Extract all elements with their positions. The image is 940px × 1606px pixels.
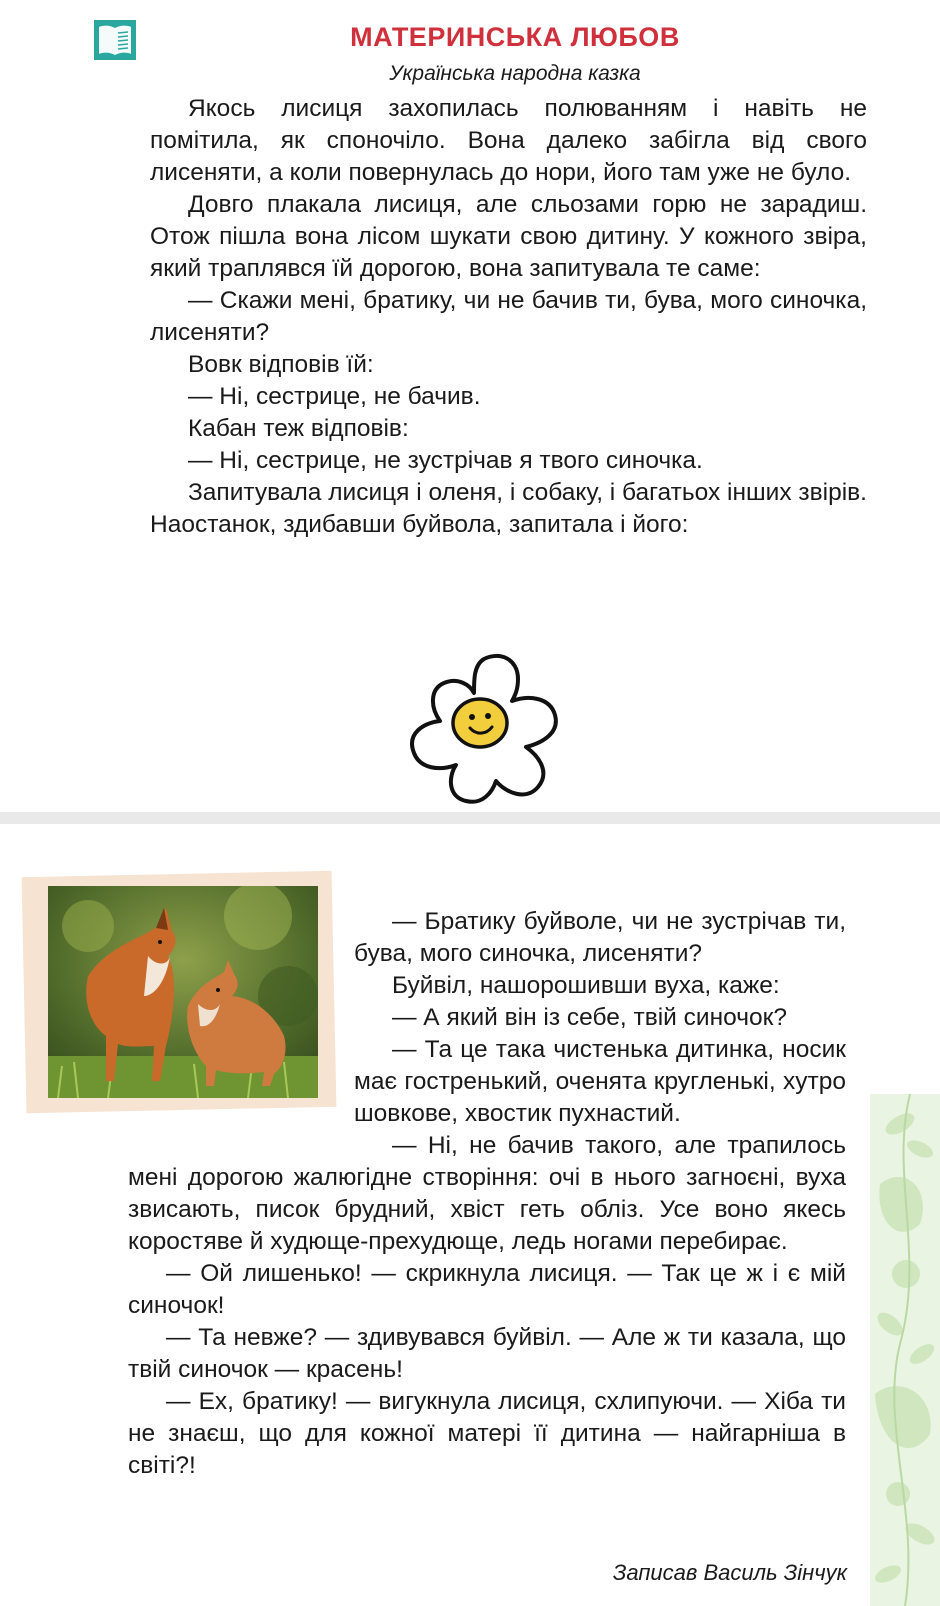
photo-wrap-space bbox=[128, 906, 354, 1162]
paragraph: — Ні, сестрице, не бачив. bbox=[188, 383, 481, 410]
paragraph: — Братику буйволе, чи не зустрічав ти, бува, мого синочка, лисеняти? bbox=[354, 908, 846, 967]
paragraph: Вовк відповів їй: bbox=[188, 351, 374, 378]
story-text-bottom bbox=[128, 906, 846, 1482]
paragraph: — Ой лишенько! — скрикнула лисиця. — Так це ж і є мій синочок! bbox=[128, 1260, 846, 1319]
story-text-top bbox=[150, 93, 867, 541]
paragraph: — Ні, сестрице, не зустрічав я твого синочка. bbox=[188, 447, 703, 474]
paragraph: — А який він із себе, твій синочок? bbox=[392, 1004, 787, 1031]
paragraph: — Ех, братику! — вигукнула лисиця, схлипуючи. — Хіба ти не знаєш, що для кожної матері її дитина — найгарніша в світі?! bbox=[128, 1388, 846, 1479]
paragraph: — Ні, не бачив такого, але трапилось мені дорогою жалюгідне створіння: очі в нього загноєні, вуха звисають, писок брудний, хвіст геть обліз. Усе воно якесь коростяве й худюще-прехудюще, ледь ногами перебирає. bbox=[128, 1132, 846, 1255]
page-bottom bbox=[0, 824, 940, 1606]
page-separator bbox=[0, 812, 940, 824]
floral-ornament bbox=[870, 1094, 940, 1606]
paragraph: Якось лисиця захопилась полюванням і навіть не помітила, як споночіло. Вона далеко забігла від свого лисеняти, а коли повернулась до нори, його там уже не було. bbox=[150, 95, 867, 186]
paragraph: — Та це така чистенька дитинка, носик має гостренький, оченята кругленькі, хутро шовкове, хвостик пухнастий. bbox=[354, 1036, 846, 1127]
paragraph: Буйвіл, нашорошивши вуха, каже: bbox=[392, 972, 780, 999]
paragraph: — Скажи мені, братику, чи не бачив ти, бува, мого синочка, лисеняти? bbox=[150, 287, 867, 346]
paragraph: — Та невже? — здивувався буйвіл. — Але ж ти казала, що твій синочок — красень! bbox=[128, 1324, 846, 1383]
smiling-daisy-icon bbox=[400, 645, 568, 807]
paragraph: Довго плакала лисиця, але сльозами горю не зарадиш. Отож пішла вона лісом шукати свою дитину. У кожного звіра, який траплявся їй дорогою, вона запитувала те саме: bbox=[150, 191, 867, 282]
page-subtitle: Українська народна казка bbox=[389, 62, 641, 85]
author-credit: Записав Василь Зінчук bbox=[612, 1560, 847, 1585]
paragraph: Запитувала лисиця і оленя, і собаку, і багатьох інших звірів. Наостанок, здибавши буйвола, запитала і його: bbox=[150, 479, 867, 538]
paragraph: Кабан теж відповів: bbox=[188, 415, 409, 442]
page-title: МАТЕРИНСЬКА ЛЮБОВ bbox=[350, 22, 680, 52]
